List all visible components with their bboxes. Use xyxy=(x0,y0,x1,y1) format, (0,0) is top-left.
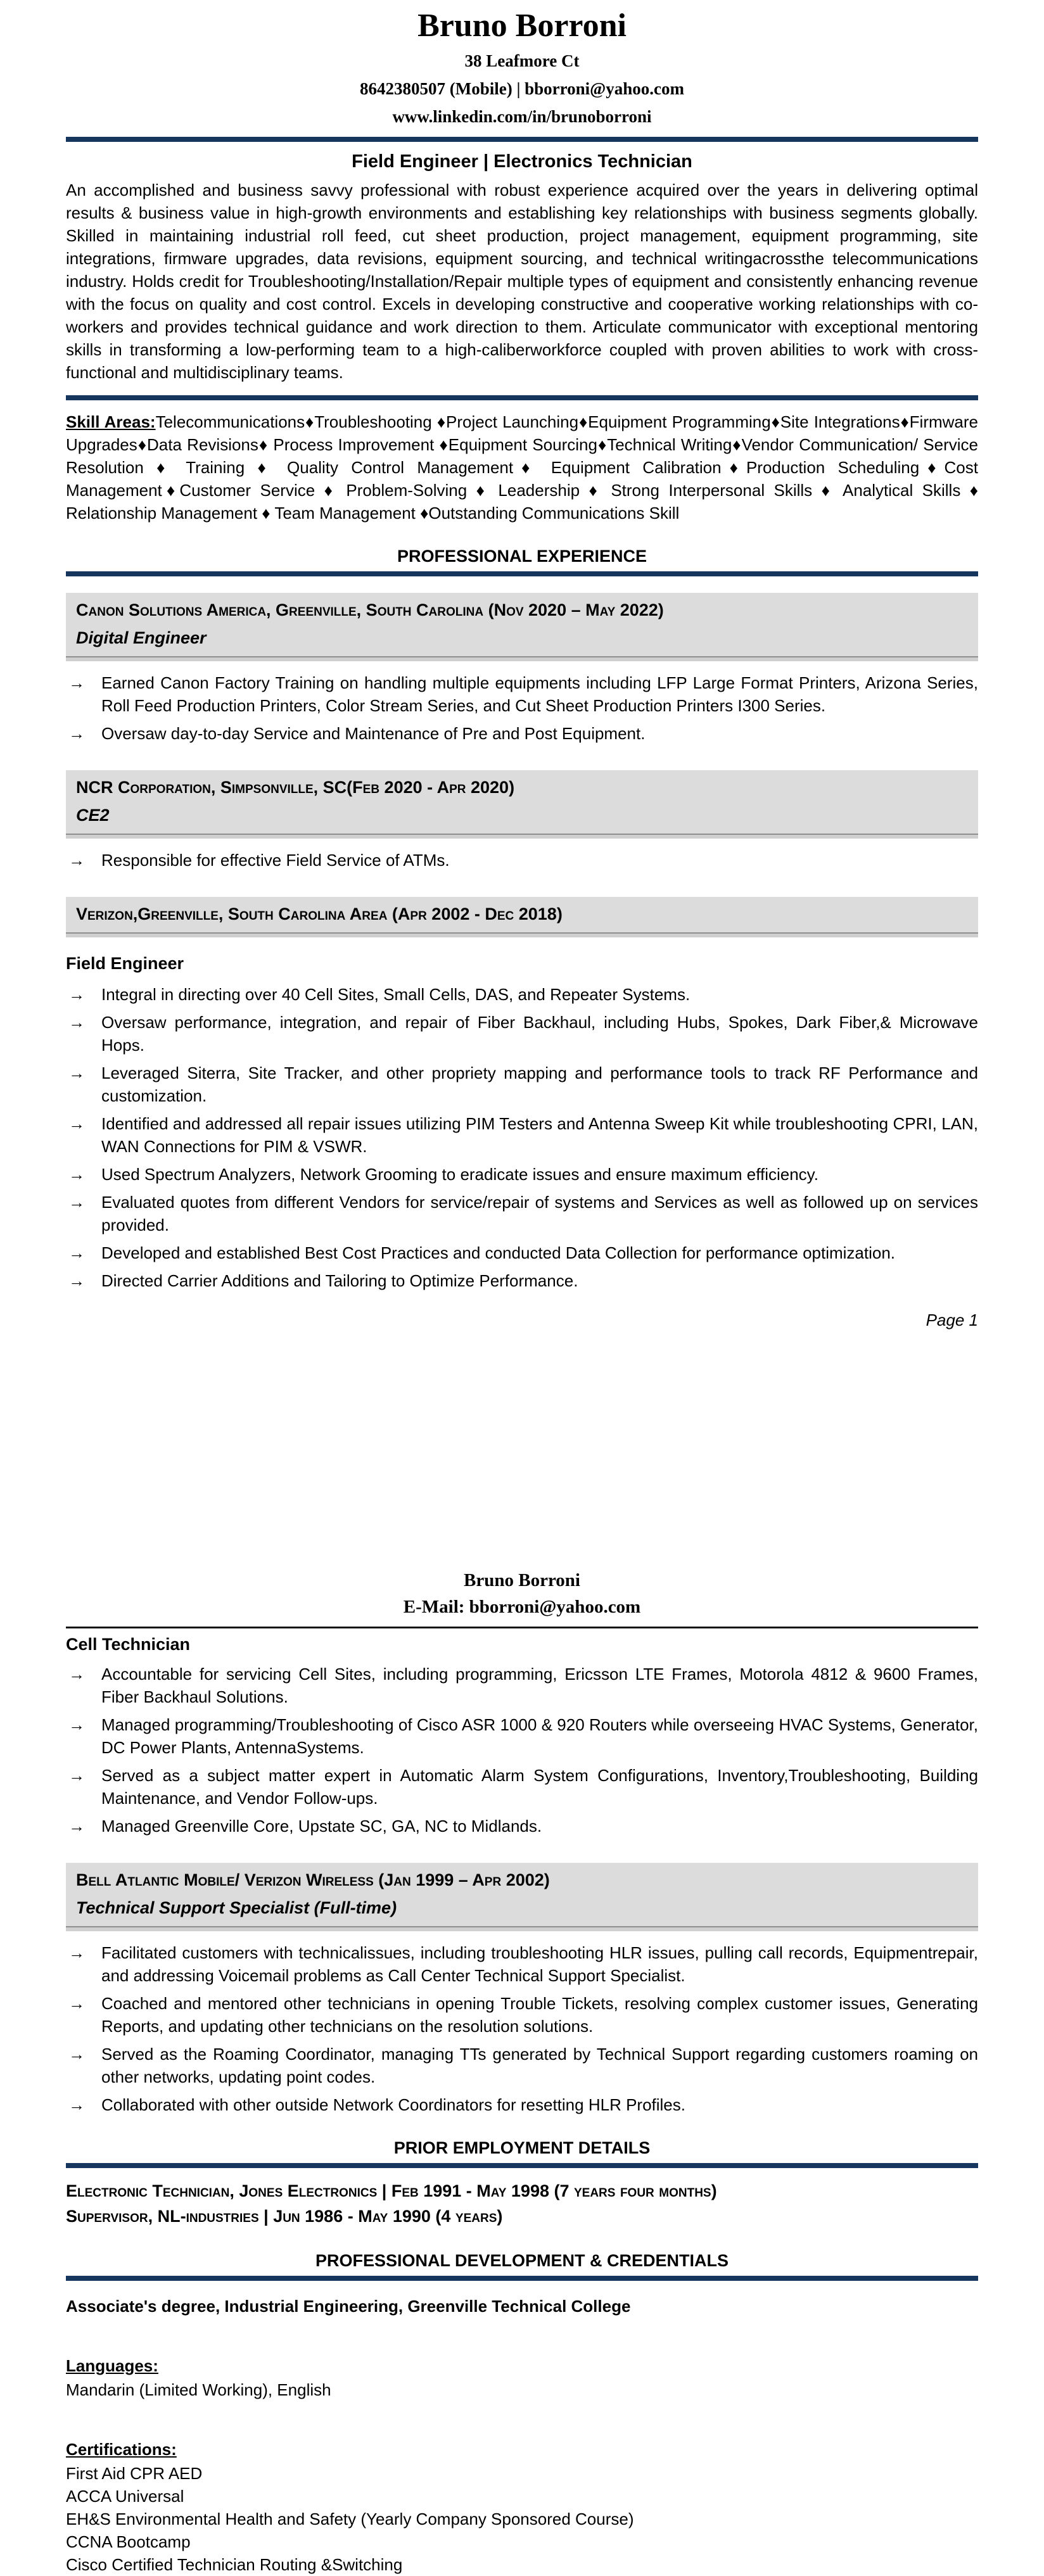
section-title-credentials: PROFESSIONAL DEVELOPMENT & CREDENTIALS xyxy=(315,2251,729,2270)
summary-paragraph: An accomplished and business savvy professional with robust experience acquired over the years in delivering optimal results & business value in high-growth environments and establishing key relationships with business segments globally. Skilled in maintaining industrial roll feed, cut sheet production, project management, equipment programming, site integrations, firmware upgrades, data revisions, equipment sourcing, and technical writingacrossthe telecommunications industry. Holds credit for Troubleshooting/Installation/Repair multiple types of equipment and consistently enhancing revenue with the focus on quality and cost control. Excels in developing constructive and cooperative working relationships with co-workers and provides technical guidance and work direction to them. Articulate communicator with exceptional mentoring skills in transforming a low-performing team to a high-caliberworkforce coupled with proven abilities to work with cross-functional and multidisciplinary teams. xyxy=(66,181,978,382)
bullet-text: Managed Greenville Core, Upstate SC, GA, NC to Midlands. xyxy=(101,1817,542,1836)
languages-label-text: Languages: xyxy=(66,2356,158,2375)
bullet-text: Responsible for effective Field Service of ATMs. xyxy=(101,851,450,870)
job-bullets-cell-technician xyxy=(66,1663,978,1837)
bullet-text: Earned Canon Factory Training on handling multiple equipments including LFP Large Format Printers, Arizona Series, Roll Feed Production Printers, Color Stream Series, and Cut Sheet Production Printers I300 Series. xyxy=(101,673,978,715)
job-title: Technical Support Specialist (Full-time) xyxy=(76,1898,397,1917)
list-item xyxy=(66,983,978,1006)
company-line: Verizon,Greenville, South Carolina Area (Apr 2002 - Dec 2018) xyxy=(76,904,563,923)
page2-header xyxy=(66,1331,978,1620)
list-item xyxy=(66,722,978,745)
skill-areas-paragraph xyxy=(66,410,978,524)
list-item xyxy=(66,1011,978,1056)
list-item xyxy=(66,1163,978,1186)
page-number: Page 1 xyxy=(926,1310,978,1329)
list-item xyxy=(66,1269,978,1292)
bullet-text: Used Spectrum Analyzers, Network Grooming to eradicate issues and ensure maximum efficiency. xyxy=(101,1165,818,1184)
list-item xyxy=(66,1663,978,1708)
bullet-text: Evaluated quotes from different Vendors for service/repair of systems and Services as well as followed up on services provided. xyxy=(101,1193,978,1234)
arrow-bullet-icon: → xyxy=(68,985,85,1004)
certification-item: First Aid CPR AED xyxy=(66,2464,203,2483)
divider-navy xyxy=(66,137,978,142)
list-item xyxy=(66,1992,978,2038)
arrow-bullet-icon: → xyxy=(68,1817,85,1836)
bullet-text: Served as the Roaming Coordinator, managing TTs generated by Technical Support regarding customers roaming on other networks, updating point codes. xyxy=(101,2045,978,2086)
job-title-cell-technician: Cell Technician xyxy=(66,1635,191,1654)
linkedin-url: www.linkedin.com/in/brunoborroni xyxy=(392,107,652,126)
list-item xyxy=(66,1241,978,1264)
bullet-text: Facilitated customers with technicalissues, including troubleshooting HLR issues, pulling call records, Equipmentrepair, and addressing Voicemail problems as Call Center Technical Support Specialist. xyxy=(101,1943,978,1985)
bullet-text: Leveraged Siterra, Site Tracker, and other propriety mapping and performance tools to track RF Performance and customization. xyxy=(101,1063,978,1105)
job-header-canon xyxy=(66,593,978,657)
bullet-text: Directed Carrier Additions and Tailoring to Optimize Performance. xyxy=(101,1271,578,1290)
bullet-text: Oversaw day-to-day Service and Maintenance of Pre and Post Equipment. xyxy=(101,724,646,743)
arrow-bullet-icon: → xyxy=(68,2045,85,2064)
list-item xyxy=(66,1815,978,1837)
job-header-verizon xyxy=(66,897,978,934)
arrow-bullet-icon: → xyxy=(68,1665,85,1684)
bullet-text: Accountable for servicing Cell Sites, including programming, Ericsson LTE Frames, Motorola 4812 & 9600 Frames, Fiber Backhaul Solutions. xyxy=(101,1665,978,1706)
certification-item: Cisco Certified Technician Routing &Switching xyxy=(66,2555,403,2574)
divider-navy xyxy=(66,571,978,576)
phone-email-line: 8642380507 (Mobile) | bborroni@yahoo.com xyxy=(359,79,685,98)
arrow-bullet-icon: → xyxy=(68,1715,85,1734)
list-item xyxy=(66,671,978,717)
job-bullets-verizon xyxy=(66,983,978,1292)
job-header-bell-atlantic xyxy=(66,1863,978,1927)
arrow-bullet-icon: → xyxy=(68,1994,85,2013)
company-line: Bell Atlantic Mobile/ Verizon Wireless (Jan 1999 – Apr 2002) xyxy=(76,1870,550,1889)
skill-areas-label: Skill Areas: xyxy=(66,412,156,431)
certifications-label xyxy=(66,2438,978,2461)
bullet-text: Oversaw performance, integration, and repair of Fiber Backhaul, including Hubs, Spokes, Dark Fiber,& Microwave Hops. xyxy=(101,1013,978,1055)
job-header-ncr xyxy=(66,770,978,835)
section-title-prior-employment: PRIOR EMPLOYMENT DETAILS xyxy=(393,2138,651,2157)
arrow-bullet-icon: → xyxy=(68,1063,85,1082)
contact-block xyxy=(66,47,978,130)
list-item xyxy=(66,1713,978,1759)
certification-item: ACCA Universal xyxy=(66,2487,184,2506)
arrow-bullet-icon: → xyxy=(68,1114,85,1133)
arrow-bullet-icon: → xyxy=(68,1193,85,1212)
job-title-field-engineer: Field Engineer xyxy=(66,954,184,973)
job-title: CE2 xyxy=(76,806,110,825)
bullet-text: Integral in directing over 40 Cell Sites, Small Cells, DAS, and Repeater Systems. xyxy=(101,985,691,1004)
languages-label xyxy=(66,2354,978,2377)
page2-name: Bruno Borroni xyxy=(464,1570,580,1590)
bullet-text: Identified and addressed all repair issues utilizing PIM Testers and Antenna Sweep Kit while troubleshooting CPRI, LAN, WAN Connections for PIM & VSWR. xyxy=(101,1114,978,1156)
list-item xyxy=(66,849,978,872)
arrow-bullet-icon: → xyxy=(68,1766,85,1785)
certifications-label-text: Certifications: xyxy=(66,2440,177,2459)
arrow-bullet-icon: → xyxy=(68,673,85,692)
divider-black xyxy=(66,1627,978,1628)
list-item xyxy=(66,2043,978,2088)
arrow-bullet-icon: → xyxy=(68,1165,85,1184)
company-line: Canon Solutions America, Greenville, South Carolina (Nov 2020 – May 2022) xyxy=(76,600,664,619)
certifications-list xyxy=(66,2462,978,2576)
section-title-professional-experience: PROFESSIONAL EXPERIENCE xyxy=(397,547,647,566)
arrow-bullet-icon: → xyxy=(68,1013,85,1032)
divider-navy xyxy=(66,395,978,400)
page-title: Bruno Borroni xyxy=(417,8,627,44)
page2-email: E-Mail: bborroni@yahoo.com xyxy=(403,1597,641,1617)
list-item xyxy=(66,1191,978,1236)
arrow-bullet-icon: → xyxy=(68,1271,85,1290)
arrow-bullet-icon: → xyxy=(68,2095,85,2114)
list-item xyxy=(66,1941,978,1987)
bullet-text: Coached and mentored other technicians in opening Trouble Tickets, resolving complex customer issues, Generating Reports, and updating other technicians on the resolution solutions. xyxy=(101,1994,978,2036)
list-item xyxy=(66,2093,978,2116)
arrow-bullet-icon: → xyxy=(68,1943,85,1962)
address-line: 38 Leafmore Ct xyxy=(464,51,580,70)
list-item xyxy=(66,1112,978,1158)
arrow-bullet-icon: → xyxy=(68,1243,85,1262)
prior-employment-entry: Electronic Technician, Jones Electronics | Feb 1991 - May 1998 (7 years four months) xyxy=(66,2181,717,2200)
arrow-bullet-icon: → xyxy=(68,851,85,870)
prior-employment-entries xyxy=(66,2178,978,2229)
degree-line: Associate's degree, Industrial Engineering, Greenville Technical College xyxy=(66,2297,631,2316)
skill-areas-text: Telecommunications♦Troubleshooting ♦Project Launching♦Equipment Programming♦Site Integrations♦Firmware Upgrades♦Data Revisions♦ Process Improvement ♦Equipment Sourcing♦Technical Writing♦Vendor Communication/ Service Resolution ♦ Training ♦ Quality Control Management♦ Equipment Calibration♦Production Scheduling♦Cost Management♦Customer Service ♦ Problem-Solving ♦ Leadership ♦ Strong Interpersonal Skills ♦ Analytical Skills ♦ Relationship Management ♦ Team Management ♦Outstanding Communications Skill xyxy=(66,412,978,523)
arrow-bullet-icon: → xyxy=(68,724,85,743)
certification-item: EH&S Environmental Health and Safety (Yearly Company Sponsored Course) xyxy=(66,2509,634,2528)
divider-navy xyxy=(66,2276,978,2281)
bullet-text: Collaborated with other outside Network Coordinators for resetting HLR Profiles. xyxy=(101,2095,685,2114)
job-title: Digital Engineer xyxy=(76,628,207,647)
job-bullets-bell-atlantic xyxy=(66,1941,978,2116)
company-line: NCR Corporation, Simpsonville, SC(Feb 2020 - Apr 2020) xyxy=(76,778,515,797)
bullet-text: Managed programming/Troubleshooting of Cisco ASR 1000 & 920 Routers while overseeing HVAC Systems, Generator, DC Power Plants, AntennaSystems. xyxy=(101,1715,978,1757)
list-item xyxy=(66,1764,978,1810)
job-bullets-ncr xyxy=(66,849,978,872)
job-bullets-canon xyxy=(66,671,978,745)
certification-item: CCNA Bootcamp xyxy=(66,2532,191,2551)
divider-navy xyxy=(66,2163,978,2168)
languages-value: Mandarin (Limited Working), English xyxy=(66,2380,331,2399)
bullet-text: Served as a subject matter expert in Automatic Alarm System Configurations, Inventory,Troubleshooting, Building Maintenance, and Vendor Follow-ups. xyxy=(101,1766,978,1808)
list-item xyxy=(66,1062,978,1107)
prior-employment-entry: Supervisor, NL-industries | Jun 1986 - May 1990 (4 years) xyxy=(66,2207,503,2226)
bullet-text: Developed and established Best Cost Practices and conducted Data Collection for performance optimization. xyxy=(101,1243,896,1262)
headline: Field Engineer | Electronics Technician xyxy=(352,151,692,172)
